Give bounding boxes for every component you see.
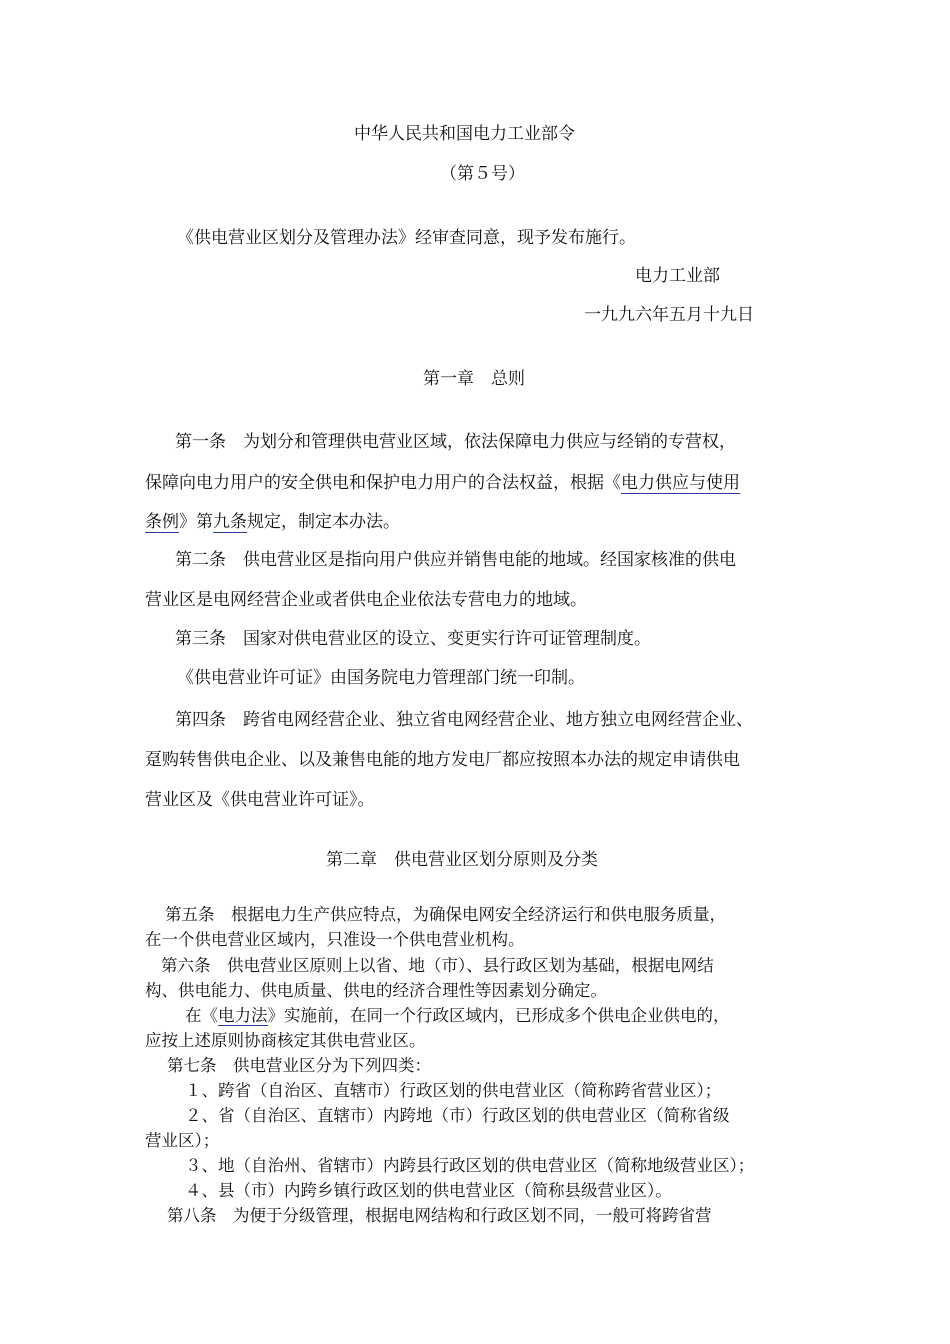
article6-line2: 构、供电能力、供电质量、供电的经济合理性等因素划分确定。 xyxy=(145,981,607,1000)
article7-item1: １、跨省（自治区、直辖市）行政区划的供电营业区（简称跨省营业区）； xyxy=(185,1081,722,1100)
article9-link[interactable]: 九条 xyxy=(213,512,247,532)
article6-sub-line2: 应按上述原则协商核定其供电营业区。 xyxy=(145,1031,426,1050)
issuer: 电力工业部 xyxy=(635,266,720,286)
regulation-link-part2[interactable]: 条例 xyxy=(145,512,179,532)
chapter1-heading: 第一章 总则 xyxy=(423,369,525,389)
article6-sub-line1 xyxy=(185,1006,730,1026)
article1-text-mid: 》第 xyxy=(179,512,213,532)
article8-line1: 第八条 为便于分级管理，根据电网结构和行政区划不同，一般可将跨省营 xyxy=(167,1206,712,1225)
promulgation-text: 《供电营业区划分及管理办法》经审查同意，现予发布施行。 xyxy=(177,228,636,248)
article6-sub-post: 》实施前，在同一个行政区域内，已形成多个供电企业供电的， xyxy=(267,1006,730,1025)
electricity-law-link[interactable]: 电力法 xyxy=(218,1006,268,1025)
article7-item2-line2: 营业区）； xyxy=(145,1131,220,1150)
article1-text-post: 规定，制定本办法。 xyxy=(247,512,400,532)
article2-line2: 营业区是电网经营企业或者供电企业依法专营电力的地域。 xyxy=(145,590,587,610)
article1-line1: 第一条 为划分和管理供电营业区域，依法保障电力供应与经销的专营权， xyxy=(175,432,736,452)
issue-date: 一九九六年五月十九日 xyxy=(584,305,754,325)
article4-line3: 营业区及《供电营业许可证》。 xyxy=(145,790,375,810)
article6-line1: 第六条 供电营业区原则上以省、地（市）、县行政区划为基础，根据电网结 xyxy=(161,956,714,975)
article7-item2-line1: ２、省（自治区、直辖市）内跨地（市）行政区划的供电营业区（简称省级 xyxy=(185,1106,730,1125)
article5-line2: 在一个供电营业区域内，只准设一个供电营业机构。 xyxy=(145,930,525,949)
article4-line2: 趸购转售供电企业、以及兼售电能的地方发电厂都应按照本办法的规定申请供电 xyxy=(145,750,740,770)
article7: 第七条 供电营业区分为下列四类： xyxy=(167,1056,431,1075)
article7-item4: ４、县（市）内跨乡镇行政区划的供电营业区（简称县级营业区）。 xyxy=(185,1181,672,1200)
decree-title: 中华人民共和国电力工业部令 xyxy=(354,124,575,144)
decree-number: （第５号） xyxy=(440,164,525,184)
article1-line3 xyxy=(145,512,400,532)
chapter2-heading: 第二章 供电营业区划分原则及分类 xyxy=(326,850,598,870)
article3: 第三条 国家对供电营业区的设立、变更实行许可证管理制度。 xyxy=(175,629,651,649)
article1-text: 保障向电力用户的安全供电和保护电力用户的合法权益，根据《 xyxy=(145,473,621,493)
article6-sub-pre: 在《 xyxy=(185,1006,218,1025)
article5-line1: 第五条 根据电力生产供应特点，为确保电网安全经济运行和供电服务质量， xyxy=(165,905,726,924)
regulation-link-part1[interactable]: 电力供应与使用 xyxy=(621,473,740,493)
article2-line1: 第二条 供电营业区是指向用户供应并销售电能的地域。经国家核准的供电 xyxy=(175,550,736,570)
article7-item3: ３、地（自治州、省辖市）内跨县行政区划的供电营业区（简称地级营业区）； xyxy=(185,1156,755,1175)
article1-line2 xyxy=(145,473,740,493)
article4-line1: 第四条 跨省电网经营企业、独立省电网经营企业、地方独立电网经营企业、 xyxy=(175,710,753,730)
article3-sub: 《供电营业许可证》由国务院电力管理部门统一印制。 xyxy=(177,668,585,688)
